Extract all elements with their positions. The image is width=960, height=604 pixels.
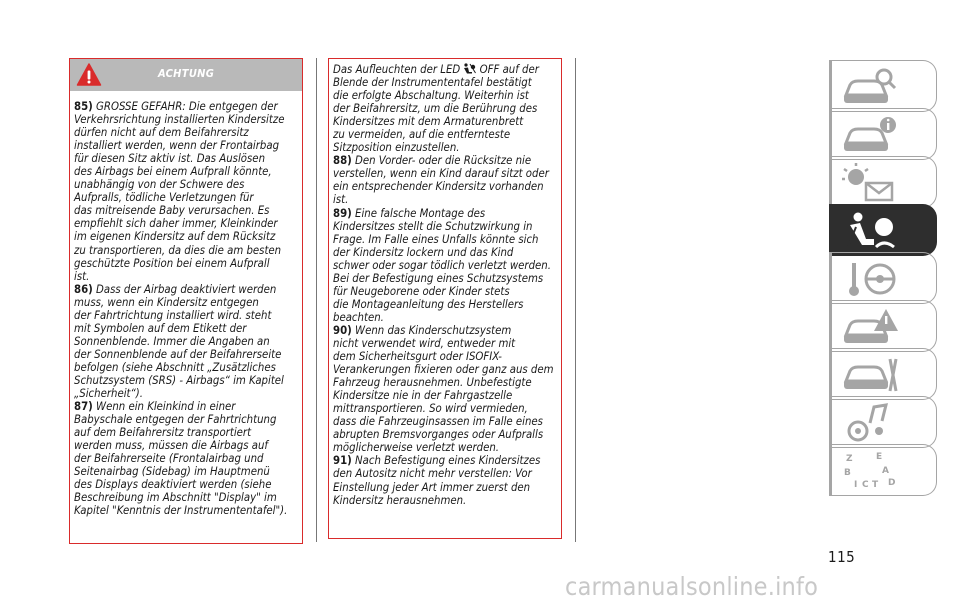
text-line [74,230,300,243]
text-line [74,270,300,283]
text-line [333,337,561,350]
text-line [74,283,300,296]
text-line [333,167,561,180]
text-run: auf dem Beifahrersitz transportiert [74,426,252,440]
text-line [74,387,300,400]
tab-emergency[interactable] [829,300,937,352]
index-letters-icon [840,449,900,493]
text-line [74,465,300,478]
text-line [333,441,561,454]
text-line [333,89,561,102]
watermark: carmanualsonline.info [565,572,819,601]
tab-index[interactable] [829,444,937,496]
text-line [333,246,561,259]
text-run: Eine falsche Montage des [351,206,486,220]
text-run: die Montageanleitung des Herstellers [333,297,524,311]
text-run: der Beifahrersitz, um die Berührung des [333,102,538,116]
text-run: Dass der Airbag deaktiviert werden [92,282,277,296]
tab-starting-driving[interactable] [829,252,937,304]
text-line [74,113,300,126]
text-line [74,152,300,165]
text-run: Babyschale entgegen der Fahrtrichtung [74,413,277,427]
text-run: installiert werden, wenn der Frontairbag [74,139,280,153]
text-run: Einstellung jeder Art immer zuerst den [333,480,531,494]
text-run: der Sonnenblende auf der Beifahrerseite [74,347,282,361]
text-line [74,335,300,348]
index-letter: A [882,466,889,476]
index-letter: E [876,452,883,462]
car-info-icon [840,113,900,157]
text-line [74,309,300,322]
text-run: dem Sicherheitsgurt oder ISOFIX- [333,350,502,364]
text-line [333,428,561,441]
text-run: Blende der Instrumententafel bestätigt [333,76,532,90]
index-letter: B [844,468,851,478]
text-run: Wenn ein Kleinkind in einer [92,400,236,414]
text-line [333,207,561,220]
text-line [333,115,561,128]
page-number: 115 [828,548,856,566]
text-run: Kindersitzes mit dem Armaturenbrett [333,115,524,129]
multimedia-music-icon [840,401,900,445]
text-run: schwer oder sogar tödlich verletzt werden. [333,258,551,272]
text-line [333,324,561,337]
car-service-tools-icon [840,353,900,397]
text-run: der Kindersitz lockern und das Kind [333,245,514,259]
text-run: beachten. [333,310,384,324]
tab-safety[interactable] [829,204,937,256]
text-run: ist. [333,193,349,207]
text-run: Seitenairbag (Sidebag) im Hauptmenü [74,465,270,479]
text-run: für diesen Sitz aktiv ist. Das Auslösen [74,152,266,166]
text-line [333,285,561,298]
text-run: dürfen nicht auf dem Beifahrersitz [74,126,249,140]
text-line [333,141,561,154]
text-line [74,361,300,374]
text-run: des Displays deaktiviert werden (siehe [74,478,272,492]
text-run: werden muss, müssen die Airbags auf [74,439,268,453]
text-line [74,400,300,413]
text-run: Verkehrsrichtung installierten Kindersitze [74,113,285,127]
index-letter: T [872,480,879,490]
text-run: befolgen (siehe Abschnitt „Zusätzliches [74,360,276,374]
text-line [333,154,561,167]
text-line [74,413,300,426]
text-run: Wenn das Kinderschutzsystem [351,323,512,337]
text-run: Beschreibung im Abschnitt "Display" im [74,491,277,505]
text-line [333,467,561,480]
text-run: die erfolgte Abschaltung. Weiterhin ist [333,89,529,103]
text-run: zu vermeiden, auf die entfernteste [333,128,511,142]
tab-car-search[interactable] [829,60,937,112]
text-line [74,257,300,270]
text-run: OFF auf der [476,63,539,76]
text-run: verstellen, wenn ein Kind darauf sitzt oder [333,167,549,181]
text-run: Verankerungen fixieren oder ganz aus dem [333,363,554,377]
text-line [333,233,561,246]
text-line [74,178,300,191]
text-run: Nach Befestigung eines Kindersitzes [351,454,541,468]
index-letter: I [854,480,858,490]
column-divider [316,58,317,542]
text-run: das mitreisende Baby verursachen. Es [74,204,270,218]
note-number: 87) [74,400,93,414]
text-line [74,322,300,335]
column-divider [575,58,576,542]
text-run: GROSSE GEFAHR: Die entgegen der [92,100,278,113]
text-line [74,100,300,113]
text-line [74,296,300,309]
text-line [74,139,300,152]
text-run: Bei der Befestigung eines Schutzsystems [333,271,544,285]
text-line [333,454,561,467]
text-run: Aufpralls, tödliche Verletzungen für [74,191,254,205]
text-line [333,102,561,115]
text-line [333,63,561,76]
tab-multimedia[interactable] [829,396,937,448]
text-line [74,165,300,178]
text-line [333,363,561,376]
text-line [333,180,561,193]
note-number: 89) [333,206,352,220]
text-run: nicht verwendet wird, entweder mit [333,336,516,350]
text-run: unabhängig von der Schwere des [74,178,245,192]
text-line [74,126,300,139]
text-run: des Airbags bei einem Aufprall könnte, [74,165,272,179]
note-number: 91) [333,454,352,468]
steering-wheel-key-icon [840,257,900,301]
text-run: Sitzposition einzustellen. [333,141,460,155]
text-line [333,389,561,402]
text-run: Fahrzeug herausnehmen. Unbefestigte [333,376,532,390]
text-run: Kindersitze nie in der Fahrgastzelle [333,389,513,403]
text-line [333,220,561,233]
text-run: Kindersitzes stellt die Schutzwirkung in [333,219,533,233]
note-number: 86) [74,282,93,296]
text-run: mit Symbolen auf dem Etikett der [74,321,247,335]
text-line [333,193,561,206]
tab-warning-lights[interactable] [829,156,937,208]
text-line [333,128,561,141]
text-run: Schutzsystem (SRS) - Airbags“ im Kapitel [74,373,284,387]
note-number: 85) [74,100,93,113]
text-line [333,298,561,311]
text-line [74,204,300,217]
text-line [333,272,561,285]
text-line [74,374,300,387]
text-run: Kindersitz herausnehmen. [333,493,467,507]
text-run: geschützte Position bei einem Aufprall [74,256,270,270]
note-number: 90) [333,323,352,337]
text-run: den Autositz nicht mehr verstellen: Vor [333,467,532,481]
text-run: im eigenen Kindersitz auf dem Rücksitz [74,230,276,244]
box-top-border [328,58,562,59]
text-line [74,217,300,230]
text-run: mittransportieren. So wird vermieden, [333,402,528,416]
text-line [74,478,300,491]
text-line [74,504,300,517]
text-run: möglicherweise verletzt werden. [333,441,500,455]
text-line [333,415,561,428]
index-letter: Z [846,454,853,464]
text-run: muss, wenn ein Kindersitz entgegen [74,295,259,309]
text-line [333,494,561,507]
text-run: Sonnenblende. Immer die Angaben an [74,334,270,348]
text-line [333,402,561,415]
text-run: Das Aufleuchten der LED [333,63,464,76]
text-line [333,350,561,363]
tab-car-info[interactable] [829,108,937,160]
text-line [74,439,300,452]
warning-header [70,59,302,91]
text-run: der Beifahrerseite (Frontalairbag und [74,452,264,466]
text-line [74,348,300,361]
text-line [333,311,561,324]
text-line [74,426,300,439]
text-run: Kapitel "Kenntnis der Instrumententafel"). [74,504,288,518]
text-run: dass die Fahrzeuginsassen im Falle eines [333,415,543,429]
text-run: für Neugeborene oder Kinder stets [333,284,510,298]
index-letter: C [862,480,869,490]
warning-text-left [74,100,300,518]
text-run: ein entsprechender Kindersitz vorhanden [333,180,544,194]
note-number: 88) [333,154,352,168]
text-run: Frage. Im Falle eines Unfalls könnte sich [333,232,539,246]
text-line [74,452,300,465]
text-line [333,76,561,89]
text-line [333,376,561,389]
text-run: zu transportieren, da dies die am besten [74,243,282,257]
text-line [74,491,300,504]
index-letter: D [888,478,896,488]
car-warning-icon [840,305,900,349]
text-run: abrupten Bremsvorganges oder Aufpralls [333,428,544,442]
warning-title: ACHTUNG [158,67,215,80]
text-run: Den Vorder- oder die Rücksitze nie [351,154,532,168]
safety-seatbelt-icon [840,209,900,253]
text-line [333,481,561,494]
text-run: empfiehlt sich daher immer, Kleinkinder [74,217,278,231]
text-run: „Sicherheit“). [74,387,143,401]
warning-triangle-icon [76,62,102,88]
airbag-off-icon [463,63,476,74]
text-line [74,191,300,204]
car-search-icon [840,65,900,109]
text-run: ist. [74,269,90,283]
text-line [74,244,300,257]
tab-service[interactable] [829,348,937,400]
warning-text-right [333,63,561,507]
text-run: der Fahrtrichtung installiert wird. steht [74,308,272,322]
warning-lights-icon [840,161,900,205]
text-line [333,259,561,272]
